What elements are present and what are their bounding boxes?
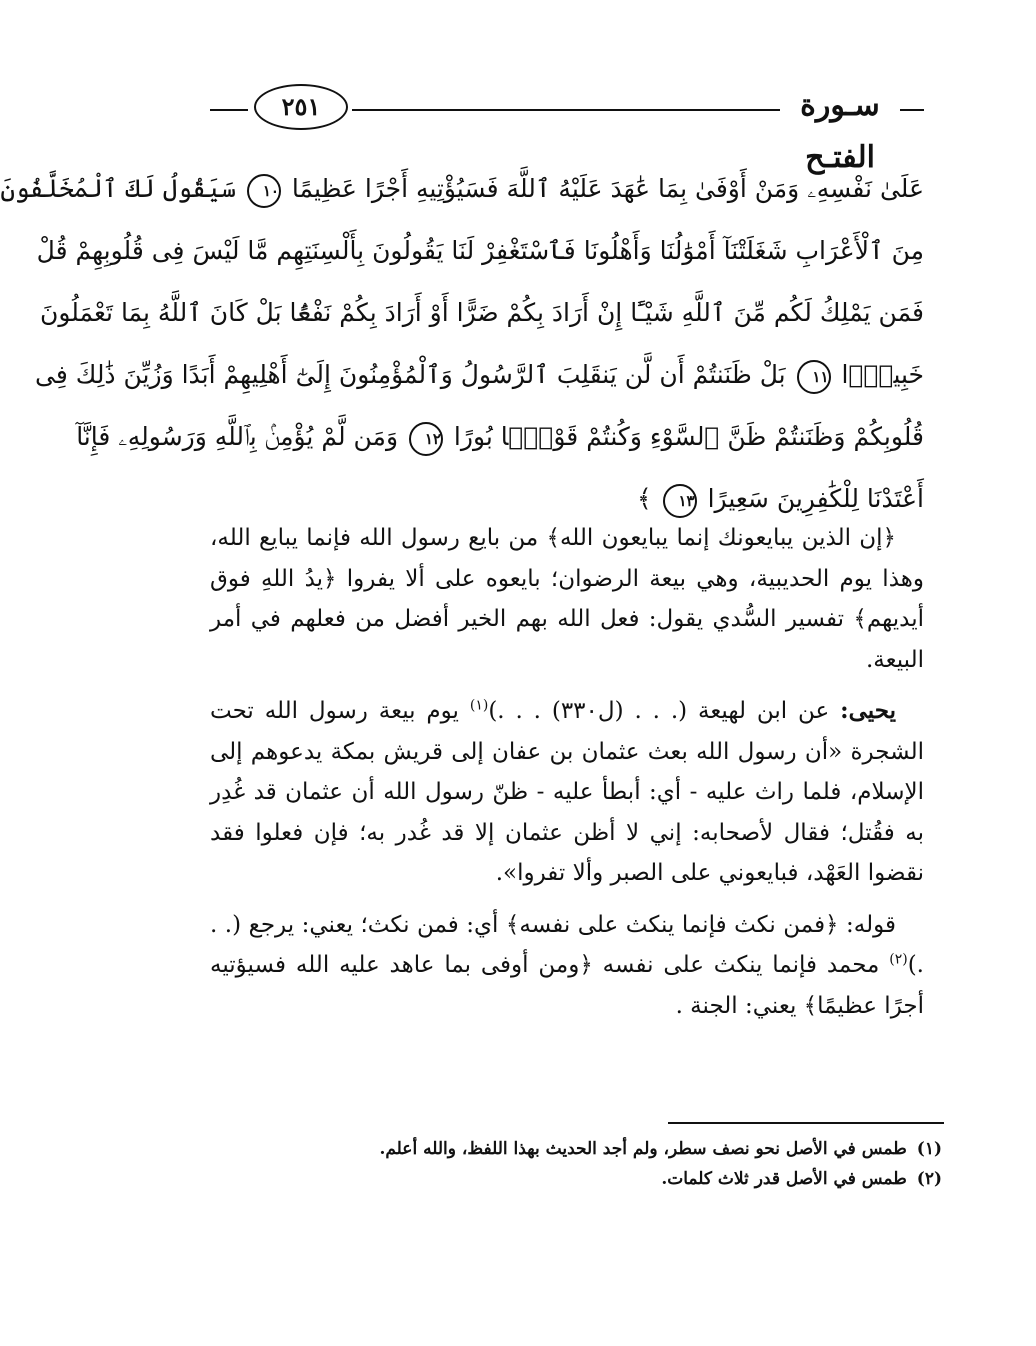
footnote-reference[interactable]: (٢) [889,951,908,968]
verse-text: خَبِيرًۢا [841,360,924,389]
paragraph-text: ﴿إن الذين يبايعونك إنما يبايعون الله﴾ من بايع رسول الله فإنما يبايع الله، وهذا يوم الحديبية، وهي بيعة الرضوان؛ بايعوه على ألا يفروا ﴿يدُ اللهِ فوق أيديهم﴾ تفسير السُّدي يقول: فعل الله بهم الخير أفضل من فعلهم في أمر البيعة. [210,525,924,673]
quran-line [39,282,924,344]
header-rule-middle [352,109,780,111]
footnotes [210,1134,942,1194]
footnote-separator [668,1122,944,1124]
verse-text: عَلَىٰ نَفْسِهِۦ وَمَنْ أَوْفَىٰ بِمَا عَٰهَدَ عَلَيْهُ ٱللَّهَ فَسَيُؤْتِيهِ أَجْرًا عَظِيمًا [291,174,924,203]
header-rule-right [900,109,924,111]
verse-text: بَلْ ظَنَنتُمْ أَن لَّن يَنقَلِبَ ٱلرَّسُولُ وَٱلْمُؤْمِنُونَ إِلَىٰٓ أَهْلِيهِمْ أَبَدًا وَزُيِّنَ ذَٰلِكَ فِى [35,360,786,389]
ayah-number-mark: ١٢ [409,422,443,456]
footnote-number: (٢) [916,1169,942,1189]
quran-line [35,344,924,406]
verse-text: أَعْتَدْنَا لِلْكَٰفِرِينَ سَعِيرًا [707,484,924,513]
page-header [210,78,924,175]
commentary-paragraph [210,691,924,894]
narrator-name: يحيى: [840,697,896,724]
paragraph-text: قوله: ﴿فمن نكث فإنما ينكث على نفسه﴾ أي: فمن نكث؛ يعني: يرجع (. . .) [210,911,924,978]
quran-line [0,158,924,220]
ayah-number-mark: ١٣ [663,484,697,518]
quran-verses [0,158,924,530]
footnote [210,1134,942,1164]
ayah-number-mark: ١١ [797,360,831,394]
ayah-number-mark: ١٠ [247,174,281,208]
surah-title: سـورة الفتـح [780,80,900,132]
header-rule-left [210,109,248,111]
quran-line [76,406,924,468]
paragraph-text: محمد فإنما ينكث على نفسه ﴿ومن أوفى بما عاهد عليه الله فسيؤتيه أجرًا عظيمًا﴾ يعني: الجنة . [210,952,924,1019]
commentary-paragraph [210,905,924,1027]
footnote-reference[interactable]: (١) [469,697,489,714]
verse-text: وَمَن لَّمْ يُؤْمِنۢ بِٱللَّهِ وَرَسُولِهِۦ فَإِنَّآ [76,422,399,451]
verse-text: فَمَن يَمْلِكُ لَكُم مِّنَ ٱللَّهِ شَيْـًٔا إِنْ أَرَادَ بِكُمْ ضَرًّا أَوْ أَرَادَ بِكُمْ نَفْعًۢا بَلْ كَانَ ٱللَّهُ بِمَا تَعْمَلُونَ [39,298,924,327]
quran-line [36,220,924,282]
page-number: ٢٥١ [254,84,348,130]
verse-text: قُلُوبِكُمْ وَظَنَنتُمْ ظَنَّ ٱلسَّوْءِ وَكُنتُمْ قَوْمًۢا بُورًا [453,422,924,451]
commentary-paragraph [210,518,924,680]
closing-bracket: ﴾ [637,484,652,513]
paragraph-text: يوم بيعة رسول الله تحت الشجرة «أن رسول الله بعث عثمان بن عفان إلى قريش بمكة يدعوهم إلى الإسلام، فلما راث عليه - أي: أبطأ عليه - ظنّ رسول الله أن عثمان قد غُدِر به فقُتل؛ فقال لأصحابه: إني لا أظن عثمان إلا قد غُدر به؛ فإن فعلوا فقد نقضوا العَهْد، فبايعوني على الصبر وألا تفروا». [210,698,924,886]
footnote-text: طمس في الأصل نحو نصف سطر، ولم أجد الحديث بهذا اللفظ، والله أعلم. [379,1139,907,1159]
verse-text: سَيَقُولُ لَكَ ٱلْمُخَلَّفُونَ [0,174,236,203]
footnote-text: طمس في الأصل قدر ثلاث كلمات. [661,1169,907,1189]
paragraph-text: عن ابن لهيعة (. . . (ل٣٣٠) . . .) [488,698,841,724]
commentary [210,518,924,1037]
footnote [210,1164,942,1194]
footnote-number: (١) [916,1139,942,1159]
verse-text: مِنَ ٱلْأَعْرَابِ شَغَلَتْنَآ أَمْوَٰلُنَا وَأَهْلُونَا فَٱسْتَغْفِرْ لَنَا يَقُولُونَ بِأَلْسِنَتِهِم مَّا لَيْسَ فِى قُلُوبِهِمْ قُلْ [36,236,924,265]
